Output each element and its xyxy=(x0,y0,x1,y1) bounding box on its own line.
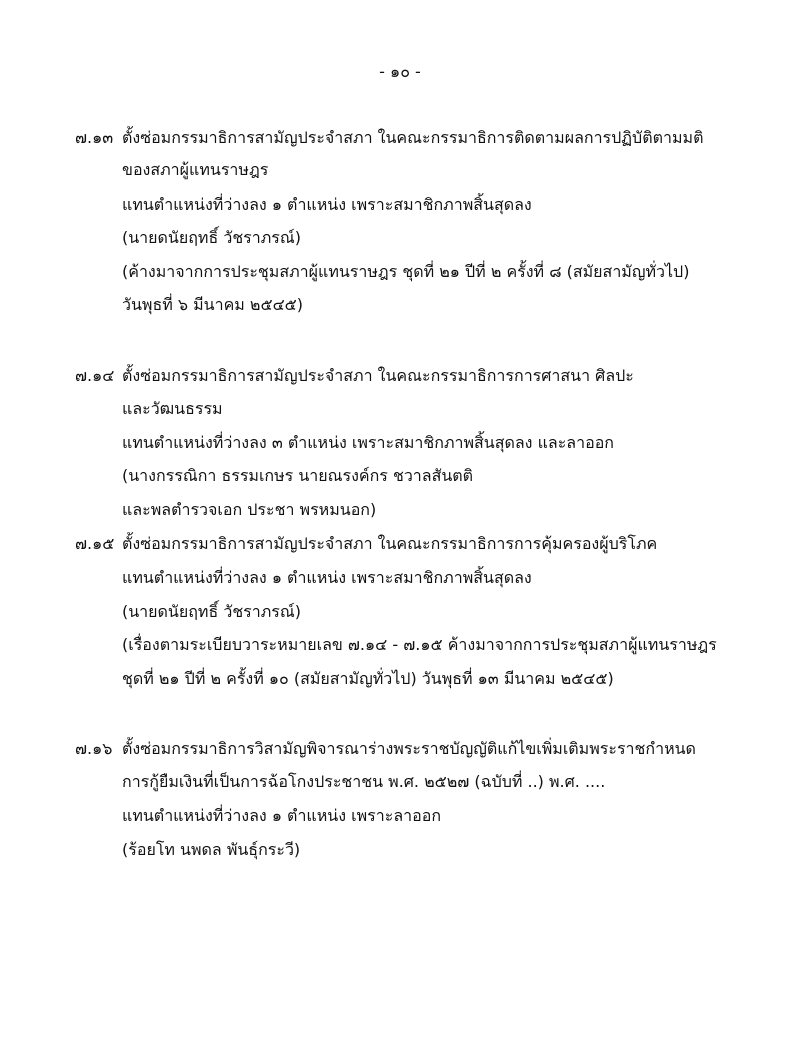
item-line: แทนตำแหน่งที่ว่างลง ๑ ตำแหน่ง เพราะสมาชิกภาพสิ้นสุดลง xyxy=(122,568,532,587)
item-line: ชุดที่ ๒๑ ปีที่ ๒ ครั้งที่ ๑๐ (สมัยสามัญทั่วไป) วันพุธที่ ๑๓ มีนาคม ๒๕๔๕) xyxy=(122,669,614,688)
item-line: การกู้ยืมเงินที่เป็นการฉ้อโกงประชาชน พ.ศ. ๒๕๒๗ (ฉบับที่ ..) พ.ศ. .... xyxy=(122,772,606,791)
item-line: ตั้งซ่อมกรรมาธิการสามัญประจำสภา ในคณะกรรมาธิการติดตามผลการปฏิบัติตามมติ xyxy=(122,128,704,147)
item-line: (นายดนัยฤทธิ์ วัชราภรณ์) xyxy=(122,228,301,247)
item-line: ของสภาผู้แทนราษฎร xyxy=(122,160,269,179)
item-line: (ค้างมาจากการประชุมสภาผู้แทนราษฎร ชุดที่ ๒๑ ปีที่ ๒ ครั้งที่ ๘ (สมัยสามัญทั่วไป) xyxy=(122,262,690,281)
item-number: ๗.๑๖ xyxy=(75,739,113,758)
item-line: และพลตำรวจเอก ประชา พรหมนอก) xyxy=(122,500,377,519)
item-line: (ร้อยโท นพดล พันธุ์กระวี) xyxy=(122,840,301,859)
item-number: ๗.๑๔ xyxy=(75,366,115,385)
item-line: ตั้งซ่อมกรรมาธิการวิสามัญพิจารณาร่างพระราชบัญญัติแก้ไขเพิ่มเติมพระราชกำหนด xyxy=(122,739,696,758)
item-number: ๗.๑๕ xyxy=(75,534,115,553)
item-line: (นายดนัยฤทธิ์ วัชราภรณ์) xyxy=(122,602,301,621)
item-line: และวัฒนธรรม xyxy=(122,399,223,418)
item-number: ๗.๑๓ xyxy=(75,128,114,147)
item-line: (เรื่องตามระเบียบวาระหมายเลข ๗.๑๔ - ๗.๑๕ ค้างมาจากการประชุมสภาผู้แทนราษฎร xyxy=(122,635,717,654)
page-number: - ๑๐ - xyxy=(379,62,421,81)
item-line: แทนตำแหน่งที่ว่างลง ๑ ตำแหน่ง เพราะลาออก xyxy=(122,806,442,825)
item-line: วันพุธที่ ๖ มีนาคม ๒๕๔๕) xyxy=(122,295,304,314)
item-line: แทนตำแหน่งที่ว่างลง ๑ ตำแหน่ง เพราะสมาชิกภาพสิ้นสุดลง xyxy=(122,195,532,214)
item-line: ตั้งซ่อมกรรมาธิการสามัญประจำสภา ในคณะกรรมาธิการการศาสนา ศิลปะ xyxy=(122,366,634,385)
item-line: แทนตำแหน่งที่ว่างลง ๓ ตำแหน่ง เพราะสมาชิกภาพสิ้นสุดลง และลาออก xyxy=(122,433,614,452)
item-line: (นางกรรณิกา ธรรมเกษร นายณรงค์กร ชวาลสันตติ xyxy=(122,466,474,485)
item-line: ตั้งซ่อมกรรมาธิการสามัญประจำสภา ในคณะกรรมาธิการการคุ้มครองผู้บริโภค xyxy=(122,534,658,553)
